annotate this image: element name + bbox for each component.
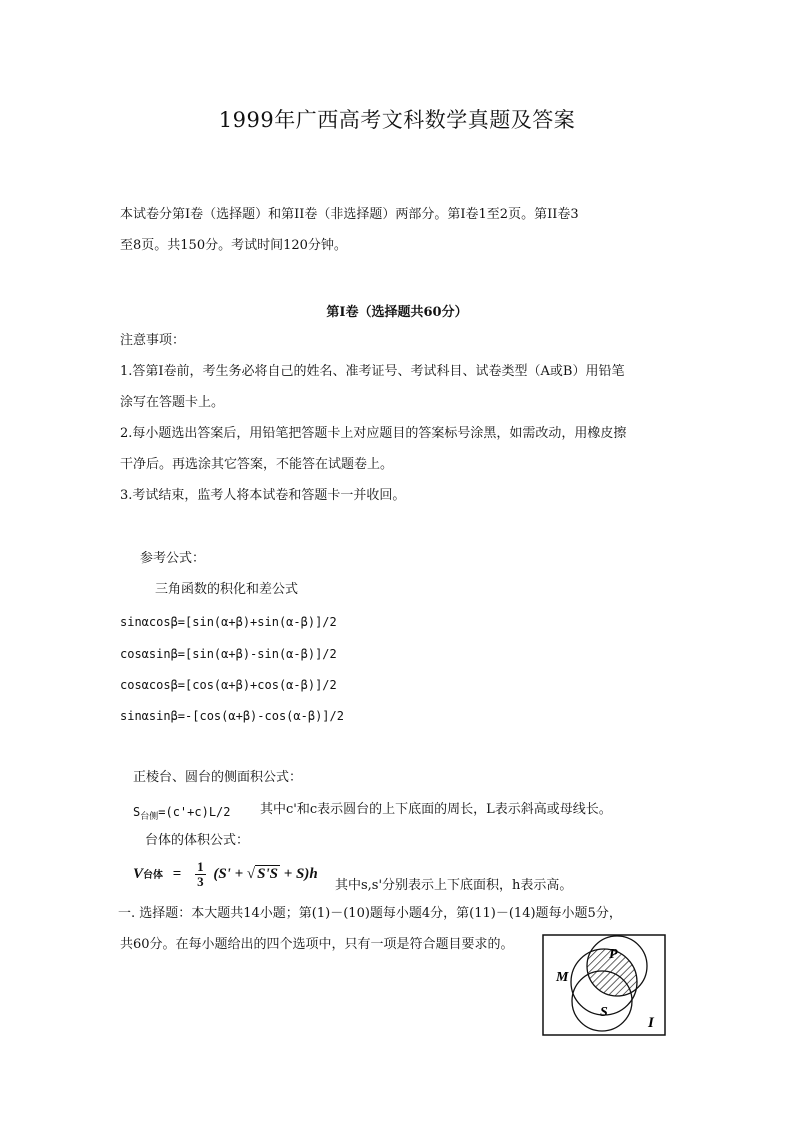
lateral-area-description: 其中c'和c表示圆台的上下底面的周长，L表示斜高或母线长。 [260,802,612,817]
label-s: S [600,1005,608,1020]
formulas-heading: 参考公式： [140,551,206,566]
label-m: M [556,970,569,985]
volume-formula [133,860,318,889]
volume-equals: = [172,865,182,882]
note-2-line-2: 干净后。再选涂其它答案，不能答在试题卷上。 [120,457,394,472]
volume-description: 其中s,s'分别表示上下底面积，h表示高。 [335,878,573,893]
part1-line-2: 共60分。在每小题给出的四个选项中，只有一项是符合题目要求的。 [120,937,514,952]
trig-formula-2: cosαsinβ=[sin(α+β)-sin(α-β)]/2 [120,647,337,661]
note-1-line-1: 1.答第Ⅰ卷前，考生务必将自己的姓名、准考证号、考试科目、试卷类型（A或B）用铅笔 [120,364,625,379]
lateral-rest: =(c'+c)L/2 [158,805,231,819]
fraction-denominator: 3 [197,874,204,889]
volume-open: (S' + [213,865,244,882]
label-p: P [609,947,618,962]
intro-line-1: 本试卷分第Ⅰ卷（选择题）和第II卷（非选择题）两部分。第Ⅰ卷1至2页。第II卷3 [120,207,579,222]
lateral-subscript: 台侧 [140,812,159,822]
note-3: 3.考试结束，监考人将本试卷和答题卡一并收回。 [120,488,406,503]
sqrt-sign: √ [246,865,256,882]
volume-v: V [133,865,144,882]
trig-formula-1: sinαcosβ=[sin(α+β)+sin(α-β)]/2 [120,615,337,629]
label-i: I [648,1015,654,1031]
lateral-area-formula [133,801,231,822]
volume-sqrt-term: S'S [257,865,278,882]
lateral-area-heading: 正棱台、圆台的侧面积公式： [133,770,303,785]
volume-subscript: 台体 [143,869,164,881]
volume-fraction [195,860,206,889]
note-2-line-1: 2.每小题选出答案后，用铅笔把答题卡上对应题目的答案标号涂黑，如需改动，用橡皮擦 [120,426,627,441]
part1-line-1: 一. 选择题：本大题共14小题；第(1)－(10)题每小题4分，第(11)－(14)题每小题5分， [118,906,622,921]
volume-close: + S)h [283,865,318,882]
trig-formula-4: sinαsinβ=-[cos(α+β)-cos(α-β)]/2 [120,709,344,723]
notes-heading: 注意事项： [120,333,186,348]
fraction-numerator: 1 [197,859,204,874]
note-1-line-2: 涂写在答题卡上。 [120,395,225,410]
section-title: 第Ⅰ卷（选择题共60分） [326,305,468,320]
page-title: 1999年广西高考文科数学真题及答案 [218,108,576,132]
volume-heading: 台体的体积公式： [145,833,250,848]
trig-heading: 三角函数的积化和差公式 [155,582,299,597]
lateral-s: S [133,805,141,819]
intro-line-2: 至8页。共150分。考试时间120分钟。 [120,238,347,253]
trig-formula-3: cosαcosβ=[cos(α+β)+cos(α-β)]/2 [120,678,337,692]
venn-diagram [542,934,666,1036]
